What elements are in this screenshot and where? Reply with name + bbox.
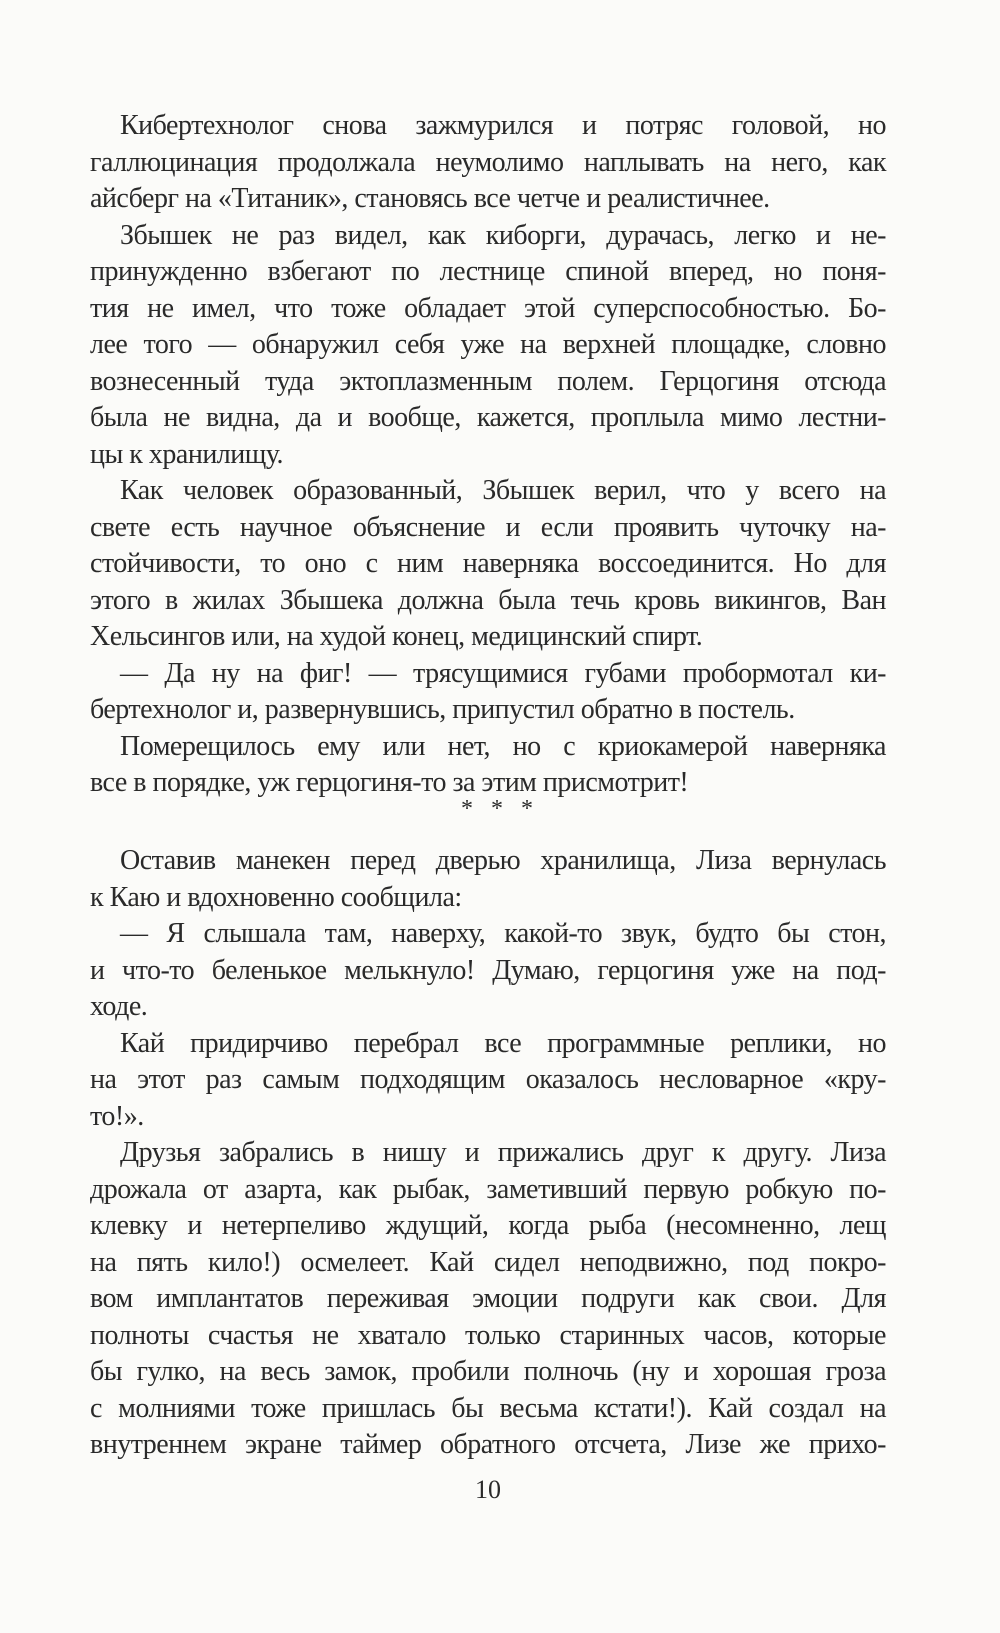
- text-line: тия не имел, что тоже обладает этой суперспособностью. Бо-: [90, 292, 886, 324]
- paragraph: [90, 729, 886, 802]
- text-line: Кибертехнолог снова зажмурился и потряс головой, но: [120, 110, 886, 141]
- text-line: клевку и нетерпеливо ждущий, когда рыба (несомненно, лещ: [90, 1210, 886, 1241]
- paragraph: [90, 473, 886, 656]
- text-line: то!».: [90, 1100, 144, 1132]
- text-line: бы гулко, на весь замок, пробили полночь (ну и хорошая гроза: [90, 1356, 886, 1387]
- text-section-2: [90, 843, 886, 1464]
- text-line: на этот раз самым подходящим оказалось несловарное «кру-: [90, 1064, 886, 1095]
- text-line: вознесенный туда эктоплазменным полем. Герцогиня отсюда: [90, 365, 886, 397]
- text-line: принужденно взбегают по лестнице спиной вперед, но поня-: [90, 256, 886, 287]
- text-line: свете есть научное объяснение и если проявить чуточку на-: [90, 511, 886, 543]
- text-line: внутреннем экране таймер обратного отсчета, Лизе же прихо-: [90, 1429, 886, 1460]
- page-number: 10: [475, 1475, 501, 1504]
- text-line: лее того — обнаружил себя уже на верхней площадке, словно: [90, 329, 886, 360]
- text-line: и что-то беленькое мелькнуло! Думаю, герцогиня уже на под-: [90, 954, 886, 986]
- paragraph: [90, 843, 886, 916]
- text-line: галлюцинация продолжала неумолимо наплывать на него, как: [90, 146, 886, 178]
- paragraph: [90, 656, 886, 729]
- text-section-1: [90, 108, 886, 802]
- text-line: дрожала от азарта, как рыбак, заметивший первую робкую по-: [90, 1173, 886, 1205]
- text-line: бертехнолог и, развернувшись, припустил обратно в постель.: [90, 694, 795, 725]
- text-line: с молниями тоже пришлась бы весьма кстати!). Кай создал на: [90, 1392, 886, 1424]
- text-line: Как человек образованный, Збышек верил, что у всего на: [120, 475, 886, 506]
- paragraph: [90, 108, 886, 218]
- text-line: Кай придирчиво перебрал все программные реплики, но: [120, 1027, 886, 1059]
- paragraph: [90, 916, 886, 1026]
- text-line: Оставив манекен перед дверью хранилища, Лиза вернулась: [120, 845, 886, 876]
- text-line: все в порядке, уж герцогиня-то за этим присмотрит!: [90, 767, 689, 798]
- text-line: ходе.: [90, 991, 148, 1022]
- section-separator: * * *: [461, 796, 539, 822]
- paragraph: [90, 218, 886, 474]
- text-line: айсберг на «Титаник», становясь все четче и реалистичнее.: [90, 183, 770, 214]
- text-line: полноты счастья не хватало только старинных часов, которые: [90, 1319, 886, 1351]
- paragraph: [90, 1135, 886, 1464]
- text-line: — Я слышала там, наверху, какой-то звук, будто бы стон,: [120, 918, 886, 949]
- text-line: была не видна, да и вообще, кажется, проплыла мимо лестни-: [90, 402, 886, 433]
- text-line: к Каю и вдохновенно сообщила:: [90, 881, 462, 913]
- text-line: цы к хранилищу.: [90, 438, 284, 470]
- text-line: — Да ну на фиг! — трясущимися губами пробормотал ки-: [120, 657, 886, 689]
- text-line: Хельсингов или, на худой конец, медицинский спирт.: [90, 621, 703, 652]
- text-line: Друзья забрались в нишу и прижались друг к другу. Лиза: [120, 1137, 886, 1168]
- text-line: стойчивости, то оно с ним наверняка воссоединится. Но для: [90, 548, 886, 579]
- text-line: Збышек не раз видел, как киборги, дурачась, легко и не-: [120, 219, 886, 251]
- text-line: вом имплантатов переживая эмоции подруги как свои. Для: [90, 1283, 886, 1314]
- text-line: Померещилось ему или нет, но с криокамерой наверняка: [120, 730, 886, 762]
- paragraph: [90, 1026, 886, 1136]
- text-line: на пять кило!) осмелеет. Кай сидел неподвижно, под покро-: [90, 1246, 886, 1278]
- text-line: этого в жилах Збышека должна была течь кровь викингов, Ван: [90, 584, 886, 616]
